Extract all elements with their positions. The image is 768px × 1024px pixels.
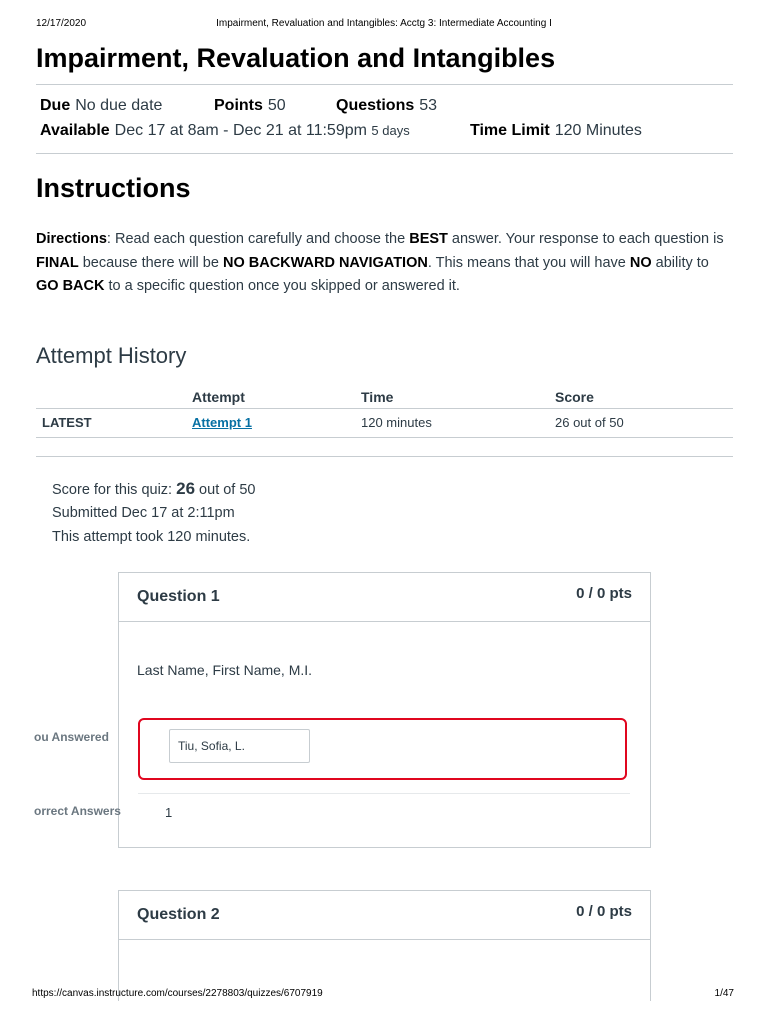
correct-answers-label: orrect Answers xyxy=(34,804,121,818)
column-header-score: Score xyxy=(549,385,733,409)
instructions-text xyxy=(36,228,733,299)
column-header-attempt: Attempt xyxy=(186,385,355,409)
attempt-history-heading: Attempt History xyxy=(36,342,187,368)
questions-field xyxy=(336,93,437,118)
directions-text-3: because there will be xyxy=(78,254,223,271)
quiz-title: Impairment, Revaluation and Intangibles xyxy=(36,43,556,73)
attempt-row-label: LATEST xyxy=(36,408,186,437)
time-limit-value: 120 Minutes xyxy=(554,122,642,139)
print-footer xyxy=(0,988,768,1002)
column-header-time: Time xyxy=(355,385,549,409)
directions-text-5: ability to xyxy=(651,254,709,271)
table-row xyxy=(36,408,733,437)
divider xyxy=(138,793,630,794)
question-points: 0 / 0 pts xyxy=(576,585,632,602)
question-name: Question 1 xyxy=(137,588,220,605)
directions-text-6: to a specific question once you skipped or answered it. xyxy=(104,278,460,294)
attempt-table-header xyxy=(36,385,733,409)
directions-text-1: : Read each question carefully and choose the xyxy=(106,231,410,247)
answer-field[interactable]: Tiu, Sofia, L. xyxy=(169,729,310,763)
attempt-history-table xyxy=(36,385,733,438)
score-suffix: out of 50 xyxy=(195,481,256,498)
print-date: 12/17/2020 xyxy=(36,18,87,29)
points-label: Points xyxy=(214,97,263,114)
questions-value: 53 xyxy=(419,97,438,114)
attempt-score: 26 out of 50 xyxy=(549,408,733,437)
question-header xyxy=(119,891,650,940)
directions-final: FINAL xyxy=(36,254,79,271)
correct-answer-value: 1 xyxy=(165,805,173,820)
column-header-label xyxy=(36,385,186,409)
directions-no-backward: NO BACKWARD NAVIGATION xyxy=(222,254,428,271)
question-header xyxy=(119,573,650,622)
time-limit-label: Time Limit xyxy=(470,122,550,139)
question-1 xyxy=(118,572,651,848)
due-value: No due date xyxy=(75,97,163,114)
question-points: 0 / 0 pts xyxy=(576,903,632,920)
directions-label: Directions xyxy=(36,231,107,247)
directions-best: BEST xyxy=(409,231,448,247)
score-prefix: Score for this quiz: xyxy=(52,481,177,498)
time-limit-field xyxy=(470,118,642,143)
due-field xyxy=(40,93,214,118)
page-number: 1/47 xyxy=(714,988,734,999)
directions-text-2: answer. Your response to each question is xyxy=(447,231,724,247)
question-text: Last Name, First Name, M.I. xyxy=(137,662,313,678)
you-answered-label: ou Answered xyxy=(34,730,109,744)
due-label: Due xyxy=(40,97,71,114)
available-field xyxy=(40,118,470,143)
directions-text-4: . This means that you will have xyxy=(427,254,630,271)
available-label: Available xyxy=(40,122,110,139)
print-url: https://canvas.instructure.com/courses/2278803/quizzes/6707919 xyxy=(32,988,323,999)
attempt-time: 120 minutes xyxy=(355,408,549,437)
points-field xyxy=(214,93,336,118)
attempt-link[interactable]: Attempt 1 xyxy=(192,414,252,430)
score-line xyxy=(52,477,733,503)
questions-label: Questions xyxy=(336,97,415,114)
attempt-duration-text: This attempt took 120 minutes. xyxy=(52,528,251,545)
divider xyxy=(36,456,733,457)
quiz-summary xyxy=(52,477,733,550)
quiz-content xyxy=(36,40,733,549)
print-title: Impairment, Revaluation and Intangibles: Acctg 3: Intermediate Accounting I xyxy=(216,18,552,29)
directions-go-back: GO BACK xyxy=(36,278,105,294)
submitted-text: Submitted Dec 17 at 2:11pm xyxy=(52,505,235,521)
points-value: 50 xyxy=(267,97,286,114)
print-header xyxy=(0,18,768,32)
directions-no: NO xyxy=(629,254,652,271)
available-value: Dec 17 at 8am - Dec 21 at 11:59pm xyxy=(114,122,367,139)
quiz-meta xyxy=(36,84,733,154)
question-2 xyxy=(118,890,651,1001)
incorrect-answer-box xyxy=(138,718,627,780)
question-name: Question 2 xyxy=(137,906,220,923)
score-value: 26 xyxy=(176,478,196,498)
attempt-cell xyxy=(186,408,355,437)
available-duration: 5 days xyxy=(371,123,410,138)
instructions-heading: Instructions xyxy=(36,173,191,203)
